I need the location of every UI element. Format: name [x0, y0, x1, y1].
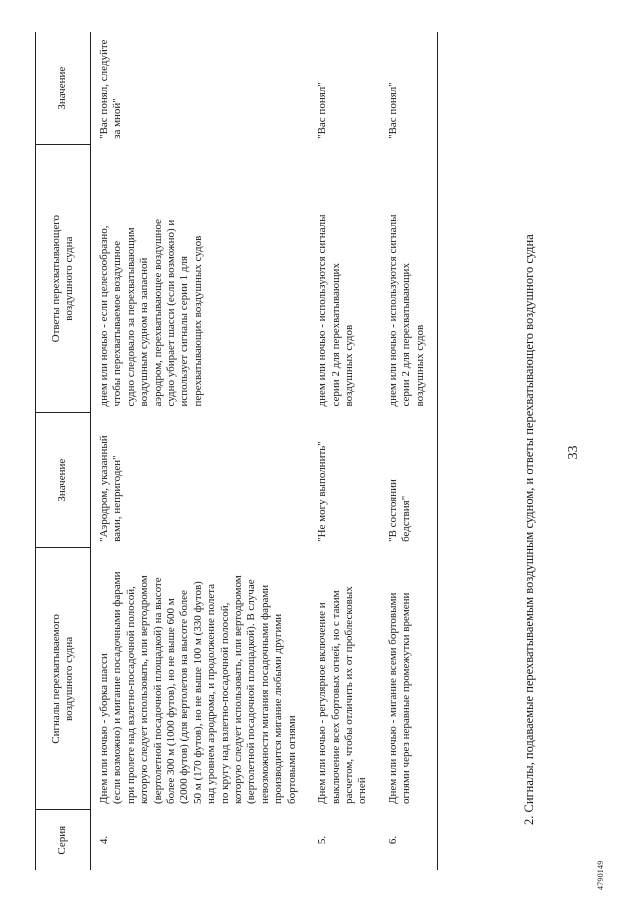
intercepted-signal-text: Днем или ночью - уборка шасси (если возможно) и мигание посадочными фарами при пролете над взлетно-посадочной полосой, которую следует использовать, или вертодромом (вертолетной посадочной площадкой) на высоте более 300 м (1000 футов), но не выше 600 м (2000 футов) (для вертолетов на высоте более 50 м (170 футов), но не выше 100 м (330 футов) над уровнем аэродрома, и продолжение полета по кругу над взлетно-посадочной полосой, которую следует использовать, или вертодромом (вертолетной посадочной площадкой). В случае невозможности мигания посадочными фарами производится мигание любыми другими бортовыми огнями: [98, 571, 298, 804]
document-code: 4790149: [596, 860, 605, 890]
table-row: [309, 32, 380, 870]
table-row: [380, 32, 438, 870]
signal-meaning: "Не могу выполнить": [316, 441, 329, 542]
table-caption: 2. Сигналы, подаваемые перехватываемым воздушным судном, и ответы перехватывающего воздушного судна: [522, 234, 536, 825]
header-meaning-1: Значение: [36, 412, 91, 547]
table-row: [91, 32, 310, 870]
series-number: 6.: [380, 810, 438, 870]
header-meaning-2: Значение: [36, 32, 91, 145]
signals-table: [35, 32, 438, 870]
interceptor-response-text: днем или ночью - используются сигналы серии 2 для перехватывающих воздушных судов: [380, 145, 438, 413]
header-interceptor-responses: Ответы перехватывающего воздушного судна: [36, 145, 91, 413]
series-number: 4.: [98, 835, 110, 845]
interceptor-response-text: днем или ночью - если целесообразно, чтобы перехватываемое воздушное судно следовало за перехватывающим воздушным судном на запасной аэродром, перехватывающее воздушное судно убирает шасси (если возможно) и использует сигналы серии 1 для перехватывающих воздушных судов: [98, 219, 204, 407]
response-meaning: "Вас понял, следуйте за мной": [98, 39, 124, 139]
table-header-row: [36, 32, 91, 870]
interceptor-response-text: днем или ночью - используются сигналы серии 2 для перехватывающих воздушных судов: [316, 214, 355, 407]
intercepted-signal-text: Днем или ночью - регулярное включение и выключение всех бортовых огней, но с таким расчетом, чтобы отличить их от проблесковых огней: [316, 586, 369, 804]
series-number: 5.: [316, 835, 329, 845]
header-series: Серия: [36, 810, 91, 870]
intercepted-signal-text: Днем или ночью - мигание всеми бортовыми огнями через неравные промежутки времени: [380, 548, 438, 810]
signal-meaning: "В состоянии бедствия": [380, 412, 438, 547]
page-number: 33: [566, 445, 581, 460]
signal-meaning: "Аэродром, указанный вами, непригоден": [98, 435, 124, 542]
response-meaning: "Вас понял": [316, 82, 329, 139]
response-meaning: "Вас понял": [380, 32, 438, 145]
header-intercepted-signals: Сигналы перехватываемого воздушного судна: [36, 548, 91, 810]
